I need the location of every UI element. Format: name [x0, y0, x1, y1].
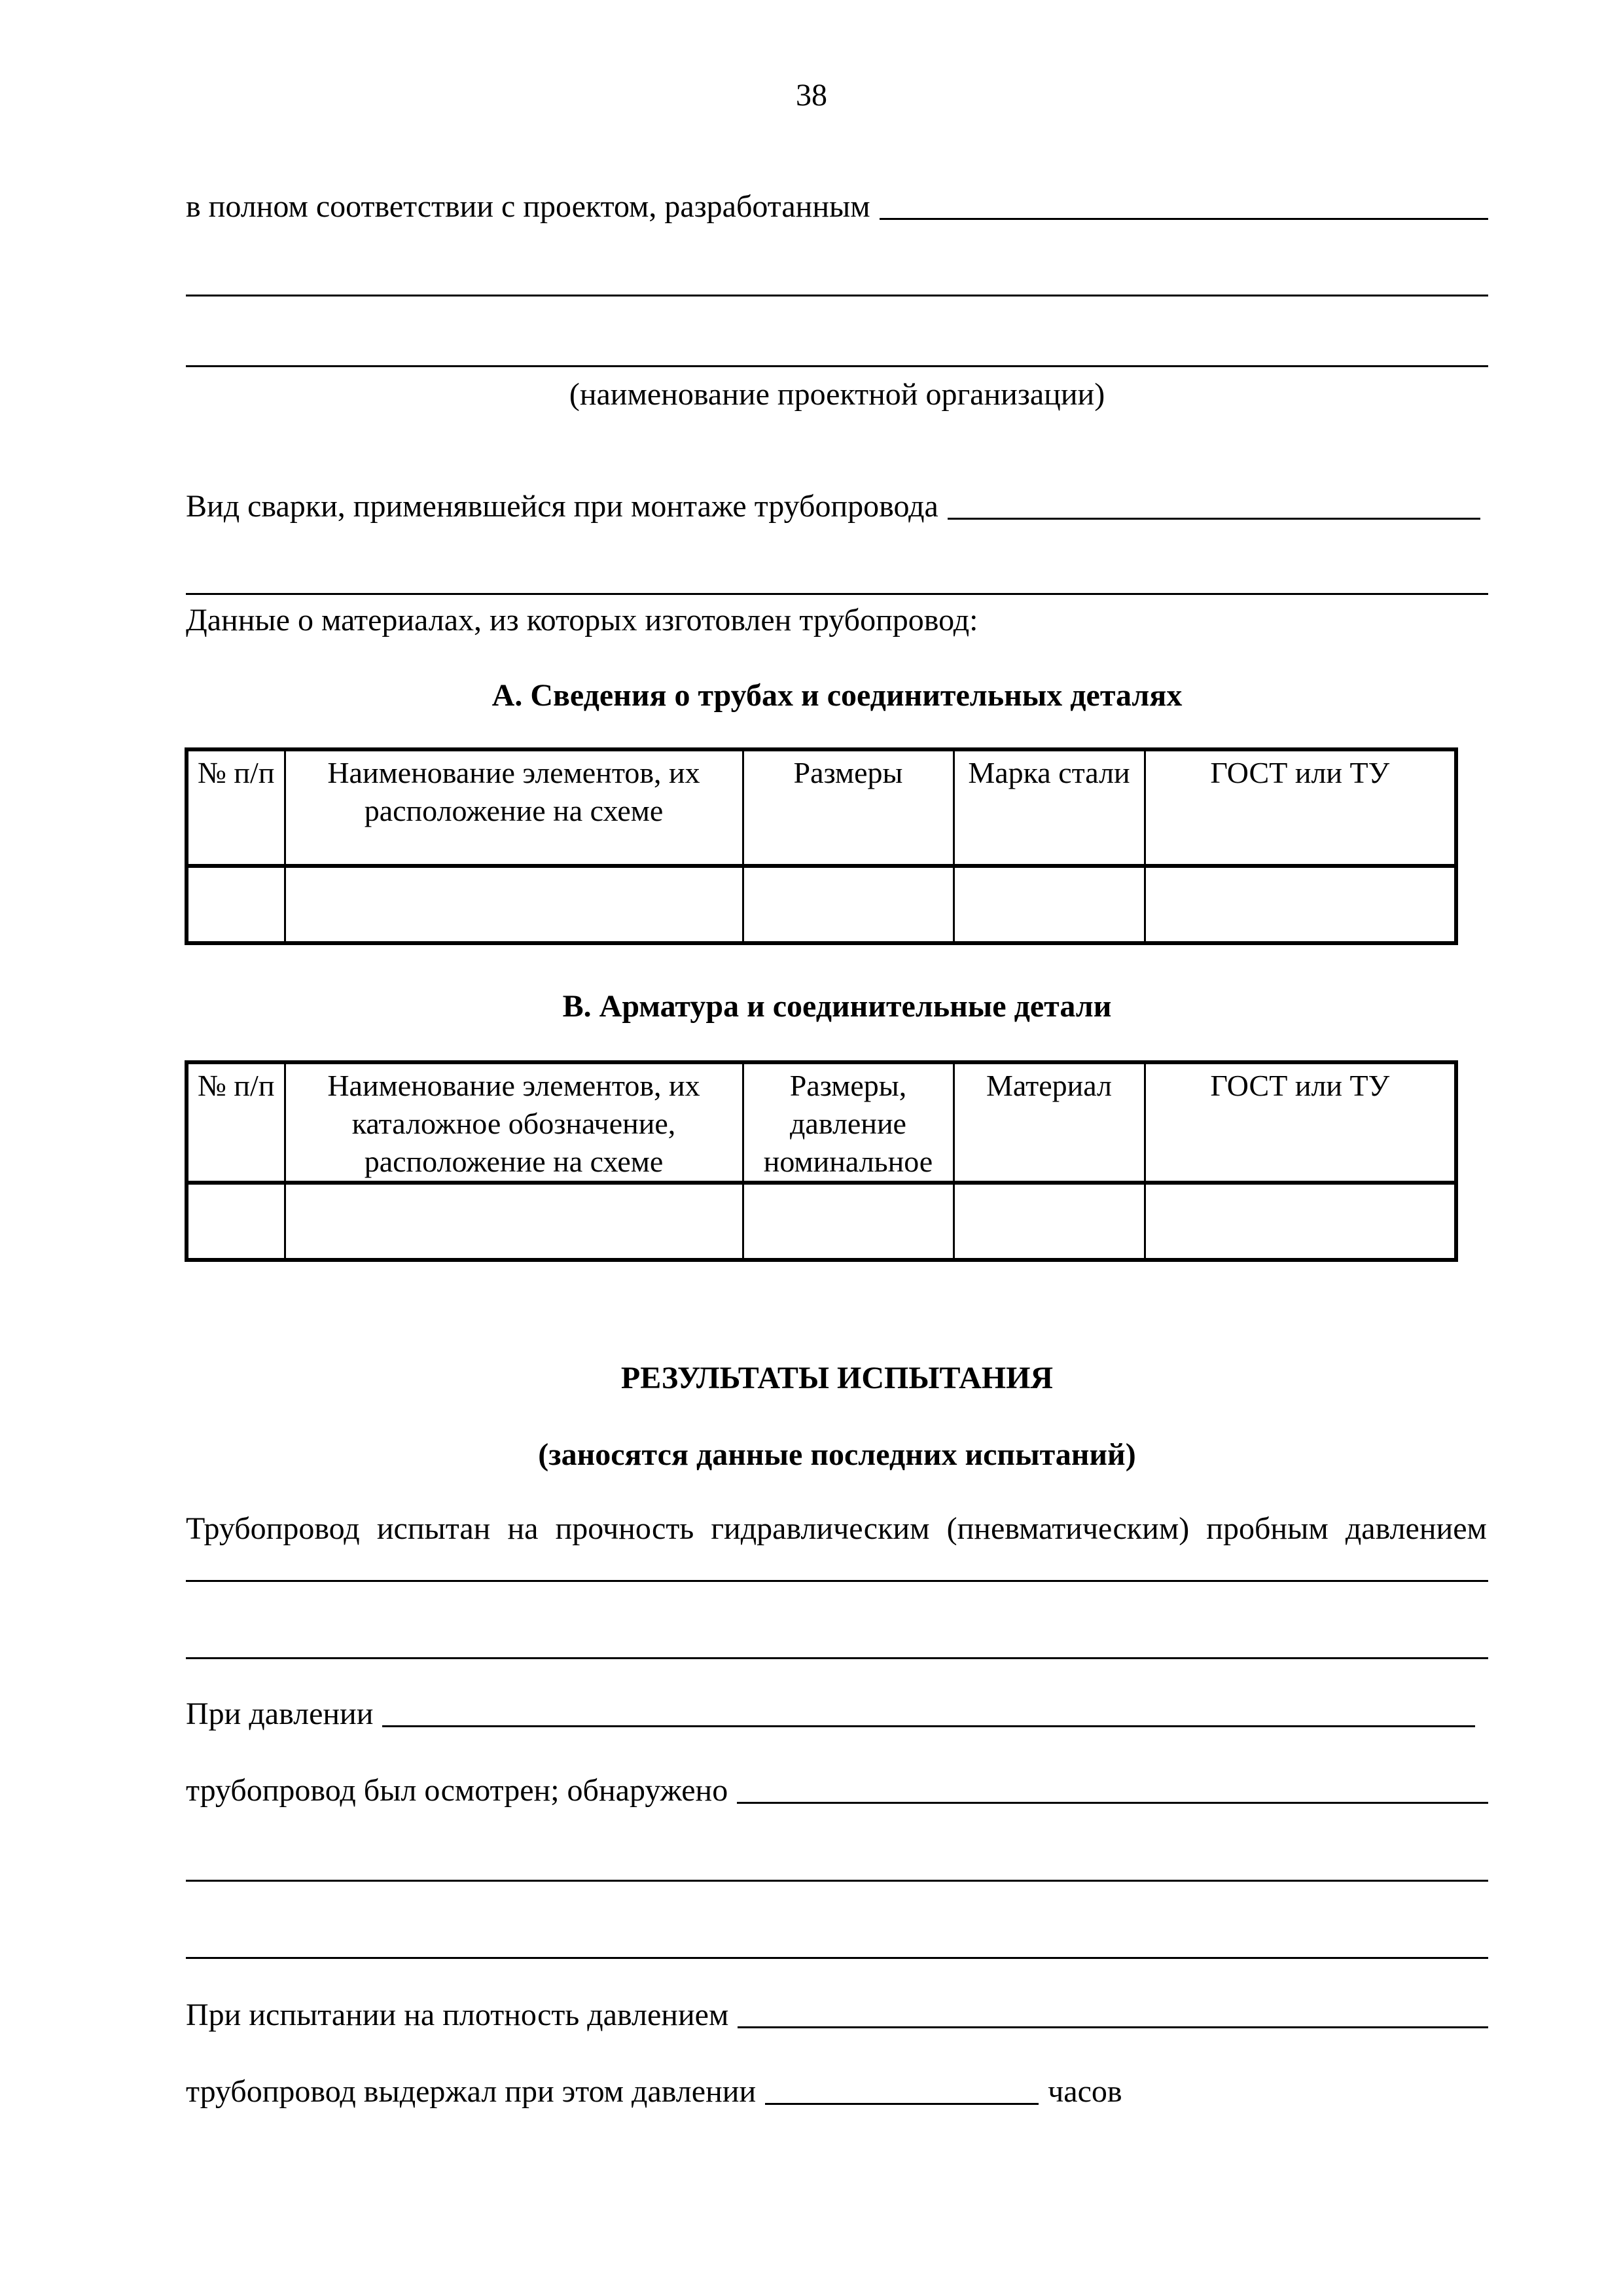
table-a-heading: А. Сведения о трубах и соединительных деталях [491, 678, 1183, 713]
pressure-line [186, 1698, 1475, 1730]
strength-word: пробным [1206, 1511, 1329, 1546]
inspected-label: трубопровод был осмотрен; обнаружено [186, 1773, 728, 1808]
project-label: в полном соответствии с проектом, разработанным [186, 189, 870, 224]
density-label: При испытании на плотность давлением [186, 1998, 729, 2032]
table-a-cell-standard[interactable] [1145, 866, 1456, 943]
table-a-cell-name[interactable] [285, 866, 743, 943]
strength-word: прочность [555, 1511, 694, 1546]
results-subheading: (заносятся данные последних испытаний) [538, 1437, 1136, 1472]
hours-label: часов [1048, 2074, 1122, 2109]
table-a-cell-steel-grade[interactable] [954, 866, 1145, 943]
table-b-col-name: Наименование элементов, их каталожное обозначение, расположение на схеме [285, 1062, 743, 1183]
project-line [186, 191, 1488, 223]
strength-word: давлением [1345, 1511, 1487, 1546]
pressure-label: При давлении [186, 1696, 374, 1731]
results-heading: РЕЗУЛЬТАТЫ ИСПЫТАНИЯ [620, 1361, 1054, 1395]
table-a-col-number: № п/п [187, 749, 285, 866]
table-b-cell-name[interactable] [285, 1183, 743, 1260]
inspected-blank-line-2[interactable] [186, 1880, 1488, 1882]
project-blank-line-3[interactable] [186, 365, 1488, 367]
strength-word: Трубопровод [186, 1511, 360, 1546]
inspected-line [186, 1775, 1488, 1806]
table-b-col-sizes-pressure: Размеры, давление номинальное [743, 1062, 954, 1183]
strength-word: (пневматическим) [946, 1511, 1190, 1546]
project-blank-line-2[interactable] [186, 295, 1488, 296]
table-a-row [187, 866, 1456, 943]
table-b-col-standard: ГОСТ или ТУ [1145, 1062, 1456, 1183]
table-b-col-number: № п/п [187, 1062, 285, 1183]
strength-word: на [507, 1511, 539, 1546]
table-b-heading: В. Арматура и соединительные детали [562, 989, 1112, 1024]
table-b-row [187, 1183, 1456, 1260]
materials-intro: Данные о материалах, из которых изготовлен трубопровод: [186, 603, 978, 637]
table-a-col-steel-grade: Марка стали [954, 749, 1145, 866]
strength-pressure-blank-2[interactable] [186, 1657, 1488, 1659]
table-a-cell-sizes[interactable] [743, 866, 954, 943]
pressure-blank[interactable] [382, 1725, 1475, 1727]
welding-blank[interactable] [948, 518, 1480, 520]
density-blank[interactable] [738, 2026, 1488, 2028]
table-b [185, 1060, 1458, 1262]
welding-line [186, 491, 1480, 522]
table-b-col-material: Материал [954, 1062, 1145, 1183]
strength-test-sentence [186, 1511, 1487, 1547]
welding-label: Вид сварки, применявшейся при монтаже трубопровода [186, 489, 938, 524]
table-a [185, 747, 1458, 945]
table-a-cell-number[interactable] [187, 866, 285, 943]
table-a-col-sizes: Размеры [743, 749, 954, 866]
table-b-cell-sizes-pressure[interactable] [743, 1183, 954, 1260]
held-line [186, 2076, 1122, 2108]
org-name-hint: (наименование проектной организации) [569, 377, 1105, 412]
held-label: трубопровод выдержал при этом давлении [186, 2074, 757, 2109]
strength-word: испытан [376, 1511, 491, 1546]
welding-blank-line-2[interactable] [186, 593, 1488, 595]
table-b-header-row [187, 1062, 1456, 1183]
hours-blank[interactable] [765, 2103, 1039, 2105]
page-number: 38 [796, 78, 827, 113]
inspected-blank-line-3[interactable] [186, 1957, 1488, 1959]
strength-word: гидравлическим [711, 1511, 930, 1546]
table-b-cell-number[interactable] [187, 1183, 285, 1260]
inspected-blank[interactable] [737, 1802, 1488, 1804]
table-a-col-standard: ГОСТ или ТУ [1145, 749, 1456, 866]
strength-pressure-blank[interactable] [186, 1580, 1488, 1582]
table-b-cell-standard[interactable] [1145, 1183, 1456, 1260]
table-b-cell-material[interactable] [954, 1183, 1145, 1260]
table-a-col-name: Наименование элементов, их расположение на схеме [285, 749, 743, 866]
project-blank[interactable] [880, 218, 1488, 220]
density-line [186, 2000, 1488, 2031]
table-a-header-row [187, 749, 1456, 866]
